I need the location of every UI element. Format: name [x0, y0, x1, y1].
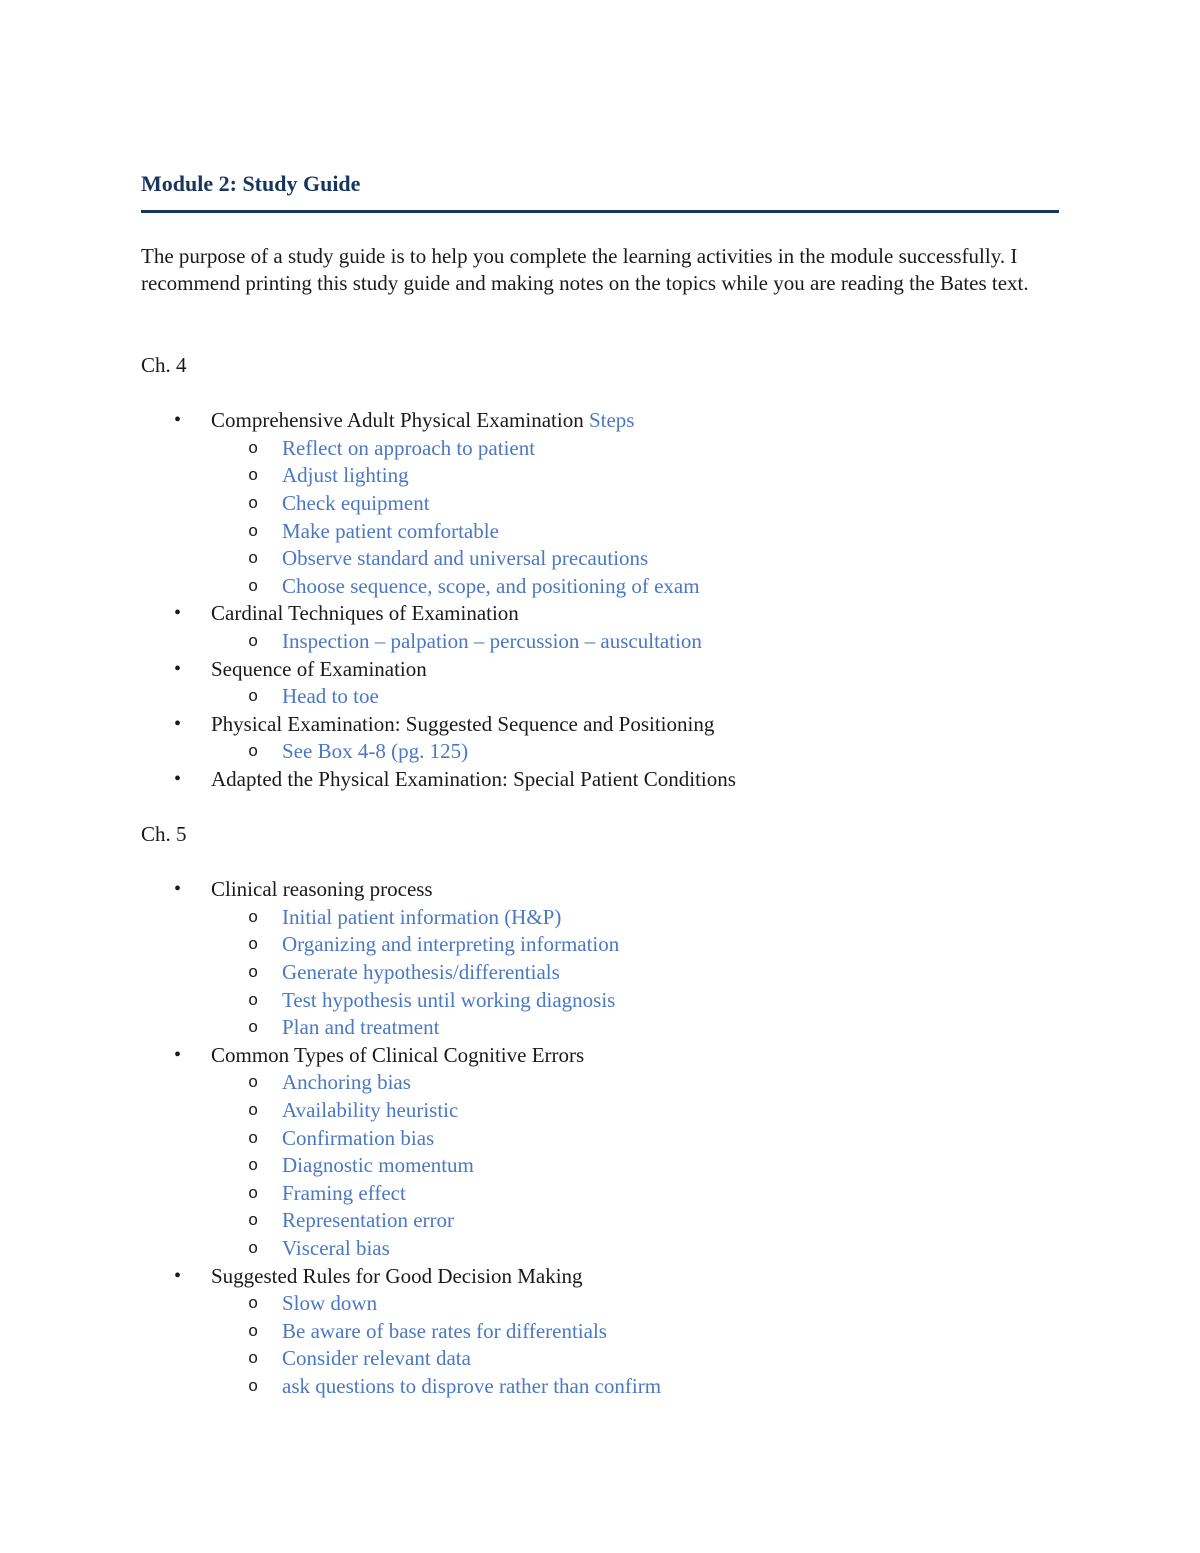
subtopic-label: Consider relevant data: [282, 1346, 471, 1371]
circle-bullet-icon: o: [248, 1322, 259, 1342]
circle-bullet-icon: o: [248, 936, 259, 956]
subtopic-item: [141, 462, 1059, 490]
topic-suffix: Steps: [588, 408, 635, 433]
circle-bullet-icon: o: [248, 1157, 259, 1177]
subtopic-label: Check equipment: [282, 490, 430, 515]
subtopic-label: Organizing and interpreting information: [282, 932, 620, 957]
circle-bullet-icon: o: [248, 1240, 259, 1259]
ch5-topic-list: [141, 876, 1059, 1400]
subtopic-list: [211, 904, 1059, 1042]
bullet-icon: •: [174, 712, 182, 735]
circle-bullet-icon: o: [248, 550, 259, 570]
title-divider: [141, 210, 1059, 213]
circle-bullet-icon: o: [248, 467, 259, 487]
circle-bullet-icon: o: [248, 1184, 259, 1204]
topic-label: Common Types of Clinical Cognitive Errors: [211, 1042, 585, 1067]
subtopic-list: [211, 628, 1059, 656]
subtopic-item: [141, 518, 1059, 546]
subtopic-label: Reflect on approach to patient: [282, 435, 536, 460]
subtopic-label: Observe standard and universal precautions: [282, 546, 649, 571]
topic-item: [141, 407, 1059, 600]
subtopic-label: ask questions to disprove rather than confirm: [282, 1373, 662, 1398]
subtopic-label: Availability heuristic: [282, 1098, 459, 1123]
subtopic-label: Choose sequence, scope, and positioning of exam: [282, 573, 700, 598]
topic-item: [141, 600, 1059, 655]
subtopic-label: Anchoring bias: [282, 1070, 411, 1095]
circle-bullet-icon: o: [248, 632, 259, 652]
bullet-icon: •: [174, 602, 182, 625]
subtopic-item: [141, 1014, 1059, 1042]
subtopic-item: [141, 904, 1059, 932]
topic-item: [141, 656, 1059, 711]
topic-label: Sequence of Examination: [211, 656, 427, 681]
intro-paragraph: The purpose of a study guide is to help you complete the learning activities in the module successfully. I recommend printing this study guide and making notes on the topics while you are reading the Bates text.: [141, 244, 1029, 296]
bullet-icon: •: [174, 878, 182, 901]
circle-bullet-icon: o: [248, 688, 259, 708]
subtopic-item: [141, 1152, 1059, 1180]
subtopic-item: [141, 1318, 1059, 1346]
subtopic-item: [141, 738, 1059, 766]
subtopic-item: [141, 1373, 1059, 1401]
subtopic-label: Representation error: [282, 1208, 455, 1233]
subtopic-label: Visceral bias: [282, 1236, 390, 1260]
subtopic-item: [141, 490, 1059, 518]
subtopic-label: Head to toe: [282, 684, 379, 709]
subtopic-label: Slow down: [282, 1291, 378, 1316]
topic-item: [141, 876, 1059, 1042]
circle-bullet-icon: o: [248, 1019, 259, 1039]
topic-label: Cardinal Techniques of Examination: [211, 601, 519, 626]
subtopic-item: [141, 683, 1059, 711]
circle-bullet-icon: o: [248, 1295, 259, 1315]
subtopic-label: Be aware of base rates for differentials: [282, 1318, 607, 1343]
subtopic-item: [141, 1235, 1059, 1263]
circle-bullet-icon: o: [248, 494, 259, 514]
circle-bullet-icon: o: [248, 1102, 259, 1122]
subtopic-label: Make patient comfortable: [282, 518, 499, 543]
subtopic-item: [141, 987, 1059, 1015]
chapter-heading-ch4: Ch. 4: [141, 353, 187, 377]
circle-bullet-icon: o: [248, 577, 259, 597]
subtopic-label: Test hypothesis until working diagnosis: [282, 987, 616, 1012]
subtopic-item: [141, 1345, 1059, 1373]
subtopic-label: Confirmation bias: [282, 1125, 435, 1150]
page-title: Module 2: Study Guide: [141, 171, 361, 196]
circle-bullet-icon: o: [248, 1074, 259, 1094]
subtopic-item: [141, 959, 1059, 987]
subtopic-list: [211, 1290, 1059, 1400]
subtopic-item: [141, 435, 1059, 463]
subtopic-list: [211, 683, 1059, 711]
subtopic-label: Inspection – palpation – percussion – auscultation: [282, 628, 702, 653]
bullet-icon: •: [174, 1043, 182, 1066]
circle-bullet-icon: o: [248, 1212, 259, 1232]
circle-bullet-icon: o: [248, 964, 259, 984]
subtopic-item: [141, 545, 1059, 573]
circle-bullet-icon: o: [248, 522, 259, 542]
subtopic-label: Framing effect: [282, 1180, 406, 1205]
topic-item: [141, 1042, 1059, 1263]
subtopic-item: [141, 1290, 1059, 1318]
subtopic-item: [141, 1125, 1059, 1153]
subtopic-list: [211, 435, 1059, 601]
topic-label: Suggested Rules for Good Decision Making: [211, 1263, 583, 1288]
topic-item: [141, 711, 1059, 766]
subtopic-list: [211, 1069, 1059, 1262]
subtopic-label: Diagnostic momentum: [282, 1153, 474, 1178]
circle-bullet-icon: o: [248, 908, 259, 928]
subtopic-item: [141, 573, 1059, 601]
topic-label: Physical Examination: Suggested Sequence and Positioning: [211, 711, 715, 736]
ch4-topic-list: [141, 407, 1059, 793]
subtopic-item: [141, 1180, 1059, 1208]
subtopic-item: [141, 1207, 1059, 1235]
circle-bullet-icon: o: [248, 743, 259, 763]
topic-label: Adapted the Physical Examination: Special Patient Conditions: [211, 766, 736, 791]
circle-bullet-icon: o: [248, 439, 259, 459]
topic-label: Comprehensive Adult Physical Examination: [211, 408, 584, 433]
circle-bullet-icon: o: [248, 1377, 259, 1397]
bullet-icon: •: [174, 657, 182, 680]
bullet-icon: •: [174, 767, 182, 790]
subtopic-item: [141, 628, 1059, 656]
bullet-icon: •: [174, 1264, 182, 1287]
content: [141, 352, 1059, 1401]
subtopic-item: [141, 931, 1059, 959]
subtopic-label: Generate hypothesis/differentials: [282, 960, 560, 985]
circle-bullet-icon: o: [248, 991, 259, 1011]
circle-bullet-icon: o: [248, 1350, 259, 1370]
subtopic-item: [141, 1097, 1059, 1125]
subtopic-list: [211, 738, 1059, 766]
subtopic-label: Adjust lighting: [282, 463, 409, 488]
subtopic-label: See Box 4-8 (pg. 125): [282, 739, 469, 764]
subtopic-item: [141, 1069, 1059, 1097]
topic-label: Clinical reasoning process: [211, 877, 433, 902]
bullet-icon: •: [174, 409, 182, 432]
subtopic-label: Plan and treatment: [282, 1015, 440, 1040]
chapter-heading-ch5: Ch. 5: [141, 822, 187, 847]
topic-item: [141, 766, 1059, 794]
circle-bullet-icon: o: [248, 1129, 259, 1149]
subtopic-label: Initial patient information (H&P): [282, 904, 562, 929]
topic-item: [141, 1263, 1059, 1401]
